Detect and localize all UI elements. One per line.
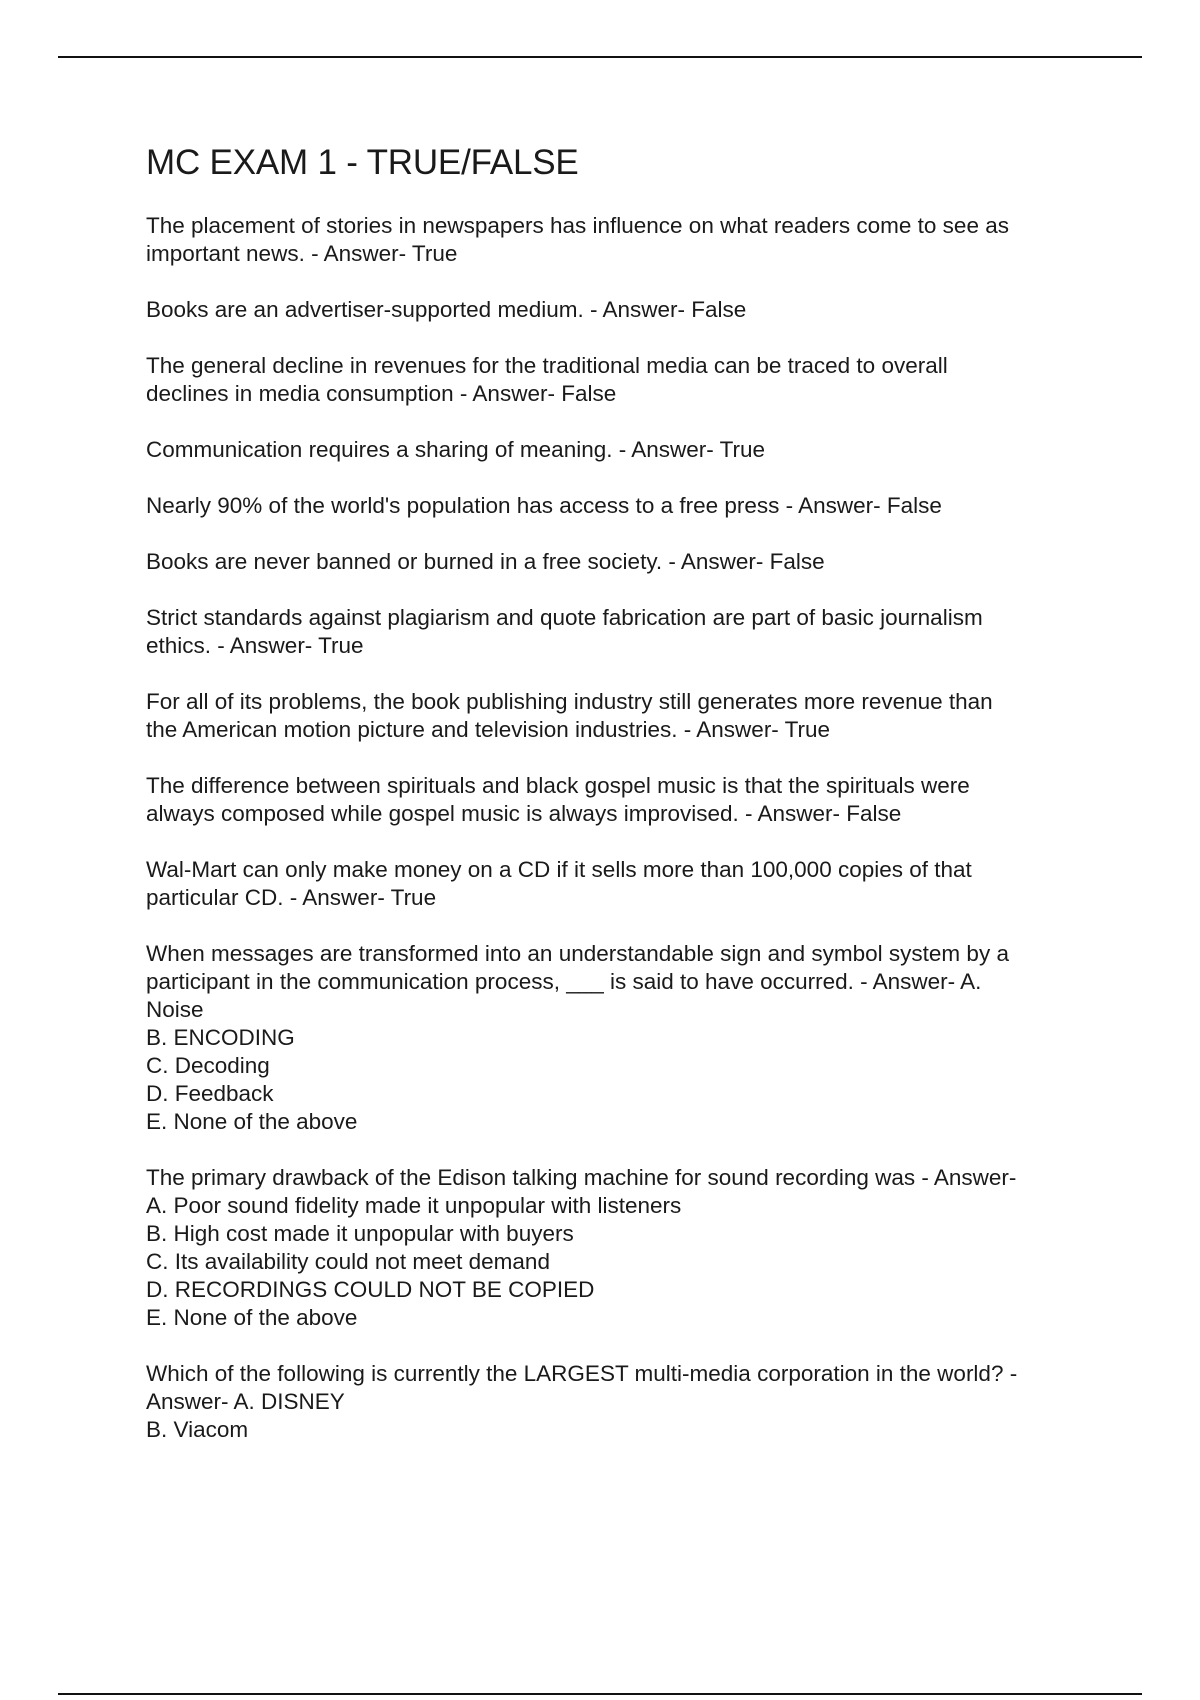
question-item xyxy=(146,604,1096,660)
question-line: The difference between spirituals and black gospel music is that the spirituals were xyxy=(146,773,970,798)
question-line: Wal-Mart can only make money on a CD if it sells more than 100,000 copies of that xyxy=(146,857,972,882)
question-line: The primary drawback of the Edison talking machine for sound recording was - Answer- xyxy=(146,1165,1017,1190)
question-item xyxy=(146,352,1096,408)
question-line: Which of the following is currently the LARGEST multi-media corporation in the world? - xyxy=(146,1361,1018,1386)
question-item xyxy=(146,772,1096,828)
question-line: the American motion picture and television industries. - Answer- True xyxy=(146,717,831,742)
question-line: particular CD. - Answer- True xyxy=(146,885,437,910)
question-item xyxy=(146,1360,1096,1444)
question-line: important news. - Answer- True xyxy=(146,241,458,266)
question-list xyxy=(146,212,1096,1444)
question-line: E. None of the above xyxy=(146,1305,358,1330)
question-line: D. RECORDINGS COULD NOT BE COPIED xyxy=(146,1277,595,1302)
question-line: ethics. - Answer- True xyxy=(146,633,364,658)
bottom-rule xyxy=(58,1693,1142,1695)
question-line: Answer- A. DISNEY xyxy=(146,1389,345,1414)
question-line: D. Feedback xyxy=(146,1081,274,1106)
question-line: The placement of stories in newspapers has influence on what readers come to see as xyxy=(146,213,1009,238)
question-line: A. Poor sound fidelity made it unpopular with listeners xyxy=(146,1193,682,1218)
question-line: E. None of the above xyxy=(146,1109,358,1134)
question-item xyxy=(146,856,1096,912)
question-line: C. Its availability could not meet demand xyxy=(146,1249,550,1274)
question-item xyxy=(146,940,1096,1136)
question-line: B. High cost made it unpopular with buyers xyxy=(146,1221,574,1246)
question-item xyxy=(146,492,1096,520)
question-line: Strict standards against plagiarism and quote fabrication are part of basic journalism xyxy=(146,605,983,630)
question-item xyxy=(146,436,1096,464)
question-line: declines in media consumption - Answer- False xyxy=(146,381,617,406)
question-item xyxy=(146,296,1096,324)
question-line: Noise xyxy=(146,997,204,1022)
document-title: MC EXAM 1 - TRUE/FALSE xyxy=(146,143,579,182)
question-line: Communication requires a sharing of meaning. - Answer- True xyxy=(146,437,766,462)
question-line: Nearly 90% of the world's population has access to a free press - Answer- False xyxy=(146,493,942,518)
question-line: C. Decoding xyxy=(146,1053,270,1078)
question-line: B. ENCODING xyxy=(146,1025,295,1050)
question-line: always composed while gospel music is always improvised. - Answer- False xyxy=(146,801,902,826)
question-item xyxy=(146,212,1096,268)
document-body xyxy=(146,140,1096,1472)
question-line: When messages are transformed into an understandable sign and symbol system by a xyxy=(146,941,1009,966)
question-item xyxy=(146,688,1096,744)
question-line: The general decline in revenues for the traditional media can be traced to overall xyxy=(146,353,948,378)
question-line: Books are an advertiser-supported medium. - Answer- False xyxy=(146,297,747,322)
top-rule xyxy=(58,56,1142,58)
question-item xyxy=(146,548,1096,576)
question-line: Books are never banned or burned in a free society. - Answer- False xyxy=(146,549,825,574)
question-line: participant in the communication process, ___ is said to have occurred. - Answer- A. xyxy=(146,969,982,994)
question-line: B. Viacom xyxy=(146,1417,249,1442)
question-line: For all of its problems, the book publishing industry still generates more revenue than xyxy=(146,689,993,714)
question-item xyxy=(146,1164,1096,1332)
